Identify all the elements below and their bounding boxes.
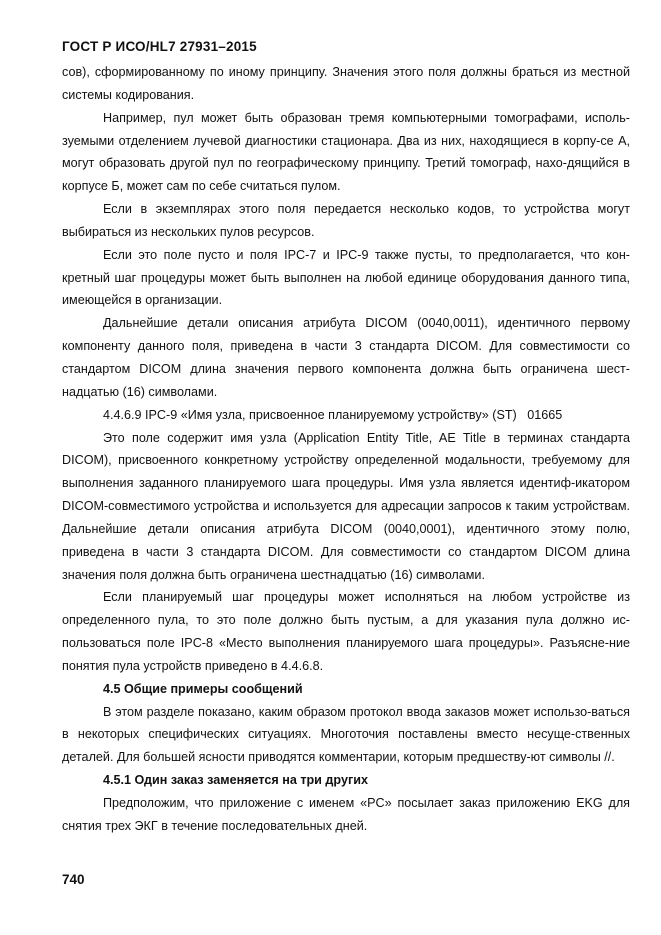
paragraph-continuation: сов), сформированному по иному принципу. Значения этого поля должны браться из местной системы кодирования. [62, 65, 630, 102]
paragraph-dicom-attribute: Дальнейшие детали описания атрибута DICOM (0040,0011), идентичного первому компоненту данного поля, приведена в части 3 стандарта DICOM. Для совместимости со стандартом DICOM длина значения первого компонента должна быть ограничена шест-надцатью (16) символами. [62, 316, 630, 399]
paragraph-order-example: Предположим, что приложение с именем «PC» посылает заказ приложению EKG для снятия трех ЭКГ в течение последовательных дней. [62, 796, 630, 833]
paragraph-examples-intro: В этом разделе показано, каким образом протокол ввода заказов может использо-ваться в некоторых специфических ситуациях. Многоточия поставлены вместо несуще-ственных деталей. Для большей ясности приводятся комментарии, которым предшеству-ют символы //. [62, 704, 630, 765]
paragraph-empty-field: Если это поле пусто и поля IPC-7 и IPC-9 также пусты, то предполагается, что кон-кретный шаг процедуры может быть выполнен на любой единице оборудования данного типа, имеющейся в организации. [62, 247, 630, 308]
document-header: ГОСТ Р ИСО/HL7 27931–2015 [62, 39, 257, 54]
paragraph-ae-title: Это поле содержит имя узла (Application Entity Title, AE Title в терминах стандарта DICOM), присвоенного конкретному устройству определенной модальности, требуемому для выполнения заданного планируемого шага процедуры. Имя узла является идентиф-икатором DICOM-совместимого устройства и используется для адресации запросов к таким устройствам. Дальнейшие детали описания атрибута DICOM (0040,0001), идентичного этому полю, приведена в части 3 стандарта DICOM. Для совместимости со стандартом DICOM длина значения поля должна быть ограничена шестнадцатью (16) символами. [62, 430, 630, 582]
section-heading-order-replaced: 4.5.1 Один заказ заменяется на три других [103, 773, 368, 788]
page-number: 740 [62, 872, 85, 887]
paragraph-multiple-codes: Если в экземплярах этого поля передается несколько кодов, то устройства могут выбираться из нескольких пулов ресурсов. [62, 202, 630, 239]
body-text [62, 61, 630, 838]
section-heading-examples: 4.5 Общие примеры сообщений [103, 681, 303, 696]
paragraph-pool-example: Например, пул может быть образован тремя компьютерными томографами, исполь-зуемыми отделением лучевой диагностики стационара. Два из них, находящиеся в корпу-се А, могут образовать другой пул по географическому принципу. Третий томограф, нахо-дящийся в корпусе Б, может сам по себе считаться пулом. [62, 110, 630, 194]
paragraph-pool-usage: Если планируемый шаг процедуры может исполняться на любом устройстве из определенного пула, то это поле должно быть пустым, а для указания пула должно ис-пользоваться поле IPC-8 «Место выполнения планируемого шага процедуры». Разъясне-ние понятия пула устройств приведено в 4.4.6.8. [62, 590, 630, 673]
subsection-heading-ipc9: 4.4.6.9 IPC-9 «Имя узла, присвоенное планируемому устройству» (ST) 01665 [103, 407, 563, 422]
